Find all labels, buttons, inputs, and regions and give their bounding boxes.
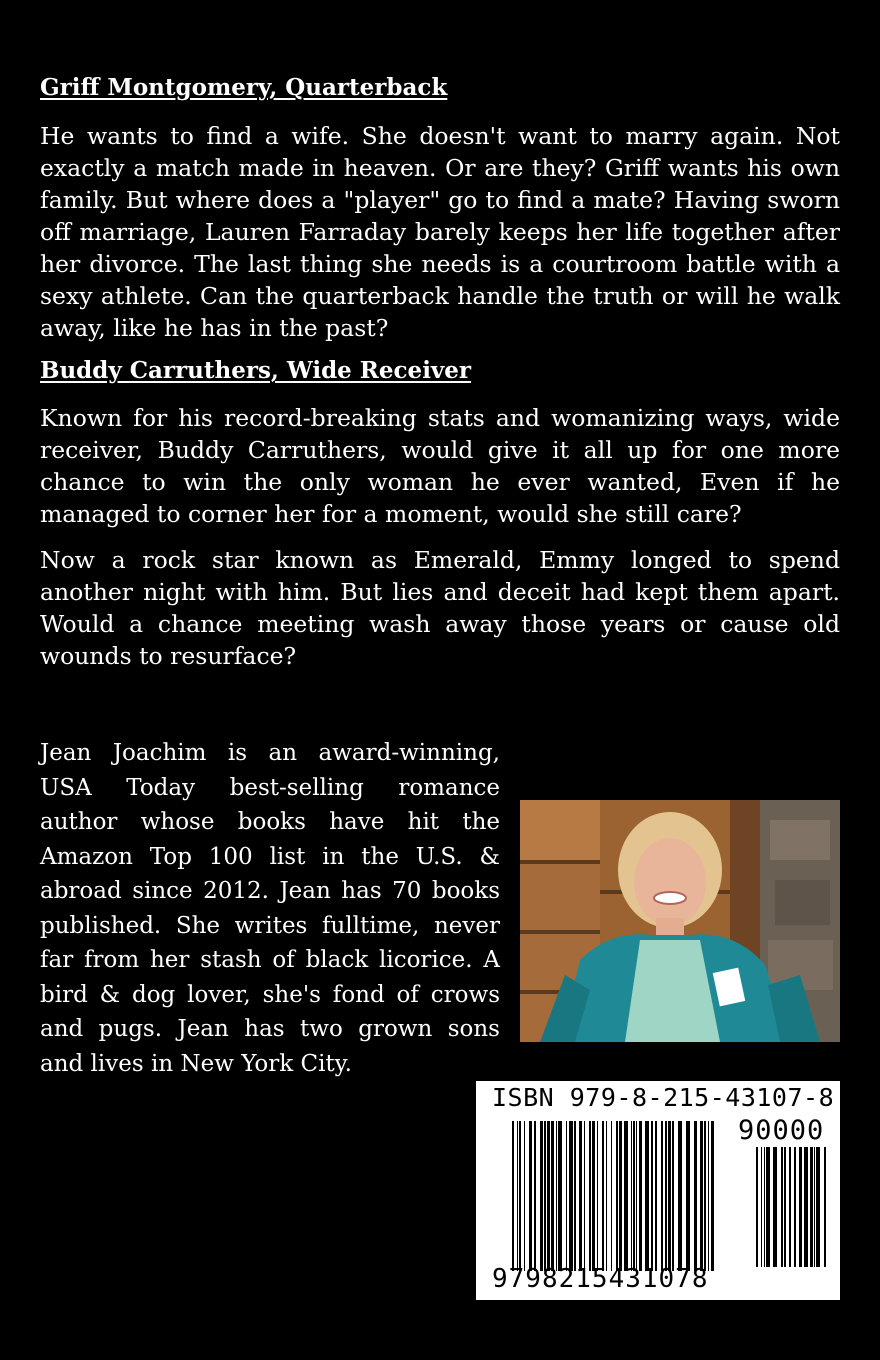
barcode-bar: [816, 1147, 820, 1267]
barcode-bar: [529, 1121, 532, 1271]
barcode-bar: [558, 1121, 562, 1271]
barcode-bar: [544, 1121, 546, 1271]
barcode-bar: [651, 1121, 653, 1271]
barcode-bar: [556, 1121, 557, 1271]
barcode-bar: [708, 1121, 709, 1271]
barcode-bar: [534, 1121, 536, 1271]
book1-blurb: He wants to find a wife. She doesn't want to marry again. Not exactly a match made in heaven. Or are they? Griff wants his own family. But where does a "player" go to find a mate? Having sworn off marriage, Lauren Farraday barely keeps her life together after her divorce. The last thing she needs is a courtroom battle with a sexy athlete. Can the quarterback handle the truth or will he walk away, like he has in the past?: [40, 122, 840, 342]
barcode-bar: [645, 1121, 649, 1271]
barcode-bar: [789, 1147, 791, 1267]
barcode-bar: [764, 1147, 765, 1267]
book2-blurb-1: Known for his record-breaking stats and womanizing ways, wide receiver, Buddy Carruthers, would give it all up for one more chance to win the only woman he ever wanted, Even if he managed to corner her for a moment, would she still care?: [40, 404, 840, 528]
barcode-bar: [517, 1121, 518, 1271]
barcode-bar: [661, 1121, 663, 1271]
barcode-bar: [602, 1121, 604, 1271]
barcode-bar: [566, 1121, 567, 1271]
barcode-bar: [756, 1147, 758, 1267]
barcode-bar: [784, 1147, 786, 1267]
addon-barcode: [756, 1147, 826, 1267]
barcode-bar: [781, 1147, 783, 1267]
barcode-bar: [584, 1121, 585, 1271]
ean-digits: 9798215431078: [492, 1264, 709, 1294]
barcode-bar: [694, 1121, 697, 1271]
main-barcode: [512, 1121, 714, 1271]
barcode-bar: [665, 1121, 667, 1271]
barcode-bar: [611, 1121, 612, 1271]
barcode-bar: [589, 1121, 591, 1271]
barcode-bar: [668, 1121, 671, 1271]
barcode-bar: [540, 1121, 543, 1271]
barcode-bar: [619, 1121, 622, 1271]
barcode-bar: [794, 1147, 796, 1267]
barcode-bar: [799, 1147, 802, 1267]
barcode-bar: [547, 1121, 550, 1271]
barcode-bar: [524, 1121, 525, 1271]
book2-heading: Buddy Carruthers, Wide Receiver: [40, 357, 472, 384]
barcode-bar: [616, 1121, 618, 1271]
author-photo: [520, 800, 840, 1042]
author-photo-image: [520, 800, 840, 1042]
barcode-bar: [551, 1121, 554, 1271]
isbn-label: ISBN 979-8-215-43107-8: [492, 1083, 835, 1112]
book2-blurb-2: Now a rock star known as Emerald, Emmy longed to spend another night with him. But lies and deceit had kept them apart. Would a chance meeting wash away those years or cause old wounds to resurface?: [40, 546, 840, 670]
barcode-bar: [606, 1121, 607, 1271]
barcode-bar: [639, 1121, 642, 1271]
barcode-bar: [569, 1121, 573, 1271]
barcode-bar: [512, 1121, 514, 1271]
barcode-bar: [761, 1147, 762, 1267]
barcode-bar: [773, 1147, 777, 1267]
barcode-bar: [579, 1121, 582, 1271]
barcode-bar: [704, 1121, 706, 1271]
barcode-bar: [700, 1121, 703, 1271]
barcode-bar: [686, 1121, 690, 1271]
author-bio: Jean Joachim is an award-winning, USA Today best-selling romance author whose books have hit the Amazon Top 100 list in the U.S. & abroad since 2012. Jean has 70 books published. She writes fulltime, never far from her stash of black licorice. A bird & dog lover, she's fond of crows and pugs. Jean has two grown sons and lives in New York City.: [40, 740, 500, 1077]
barcode-bar: [633, 1121, 635, 1271]
book1-heading: Griff Montgomery, Quarterback: [40, 74, 448, 101]
barcode-bar: [678, 1121, 682, 1271]
barcode-bar: [824, 1147, 826, 1267]
barcode-bar: [631, 1121, 632, 1271]
barcode-bar: [711, 1121, 714, 1271]
barcode-bar: [810, 1147, 813, 1267]
barcode-bar: [624, 1121, 628, 1271]
barcode-bar: [519, 1121, 521, 1271]
barcode-bar: [814, 1147, 815, 1267]
barcode-bar: [597, 1121, 598, 1271]
barcode-panel: [476, 1081, 840, 1300]
barcode-bar: [636, 1121, 637, 1271]
barcode-bar: [592, 1121, 595, 1271]
barcode-bar: [655, 1121, 657, 1271]
barcode-bar: [574, 1121, 576, 1271]
barcode-bar: [672, 1121, 674, 1271]
barcode-bar: [766, 1147, 770, 1267]
price-code: 90000: [738, 1115, 825, 1146]
barcode-bar: [804, 1147, 808, 1267]
